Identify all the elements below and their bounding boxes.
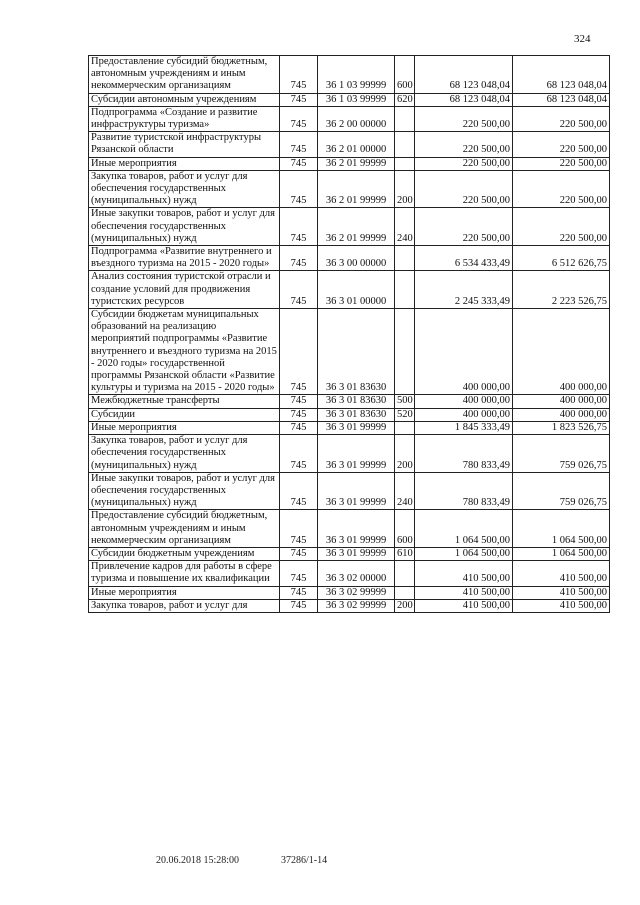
row-expense-type: 200 bbox=[395, 435, 415, 473]
row-target-article: 36 3 01 83630 bbox=[318, 309, 395, 395]
row-name: Иные мероприятия bbox=[89, 157, 280, 170]
row-name: Подпрограмма «Развитие внутреннего и въездного туризма на 2015 - 2020 годы» bbox=[89, 246, 280, 271]
row-sum-1: 68 123 048,04 bbox=[415, 56, 513, 94]
row-sum-1: 400 000,00 bbox=[415, 395, 513, 408]
row-ved-code: 745 bbox=[280, 547, 318, 560]
row-sum-1: 1 845 333,49 bbox=[415, 421, 513, 434]
row-target-article: 36 1 03 99999 bbox=[318, 93, 395, 106]
row-target-article: 36 3 01 99999 bbox=[318, 421, 395, 434]
table-row bbox=[89, 421, 610, 434]
budget-table bbox=[88, 55, 610, 613]
row-sum-1: 220 500,00 bbox=[415, 132, 513, 157]
row-name: Субсидии бюджетным учреждениям bbox=[89, 547, 280, 560]
row-ved-code: 745 bbox=[280, 395, 318, 408]
table-row bbox=[89, 132, 610, 157]
table-row bbox=[89, 246, 610, 271]
row-name: Привлечение кадров для работы в сфере туризма и повышение их квалификации bbox=[89, 561, 280, 586]
row-ved-code: 745 bbox=[280, 408, 318, 421]
row-name: Предоставление субсидий бюджетным, автономным учреждениям и иным некоммерческим организациям bbox=[89, 56, 280, 94]
row-ved-code: 745 bbox=[280, 246, 318, 271]
row-sum-2: 1 823 526,75 bbox=[513, 421, 610, 434]
row-target-article: 36 2 00 00000 bbox=[318, 106, 395, 131]
row-ved-code: 745 bbox=[280, 435, 318, 473]
row-sum-1: 780 833,49 bbox=[415, 435, 513, 473]
row-target-article: 36 3 01 83630 bbox=[318, 395, 395, 408]
table-row bbox=[89, 93, 610, 106]
row-sum-1: 220 500,00 bbox=[415, 106, 513, 131]
row-sum-1: 410 500,00 bbox=[415, 561, 513, 586]
row-target-article: 36 3 02 99999 bbox=[318, 599, 395, 612]
row-ved-code: 745 bbox=[280, 510, 318, 548]
row-sum-2: 410 500,00 bbox=[513, 561, 610, 586]
row-name: Закупка товаров, работ и услуг для bbox=[89, 599, 280, 612]
row-target-article: 36 3 01 83630 bbox=[318, 408, 395, 421]
row-ved-code: 745 bbox=[280, 132, 318, 157]
row-ved-code: 745 bbox=[280, 271, 318, 309]
table-row bbox=[89, 435, 610, 473]
row-target-article: 36 2 01 99999 bbox=[318, 208, 395, 246]
row-ved-code: 745 bbox=[280, 561, 318, 586]
row-ved-code: 745 bbox=[280, 599, 318, 612]
table-row bbox=[89, 271, 610, 309]
row-name: Иные закупки товаров, работ и услуг для обеспечения государственных (муниципальных) нужд bbox=[89, 472, 280, 510]
row-name: Подпрограмма «Создание и развитие инфраструктуры туризма» bbox=[89, 106, 280, 131]
row-expense-type bbox=[395, 106, 415, 131]
row-target-article: 36 3 01 99999 bbox=[318, 510, 395, 548]
row-expense-type: 600 bbox=[395, 56, 415, 94]
row-name: Анализ состояния туристской отрасли и создание условий для продвижения туристских ресурсов bbox=[89, 271, 280, 309]
row-target-article: 36 3 02 00000 bbox=[318, 561, 395, 586]
row-sum-1: 220 500,00 bbox=[415, 157, 513, 170]
row-sum-1: 220 500,00 bbox=[415, 208, 513, 246]
row-expense-type bbox=[395, 246, 415, 271]
table-row bbox=[89, 395, 610, 408]
row-sum-1: 2 245 333,49 bbox=[415, 271, 513, 309]
row-expense-type: 610 bbox=[395, 547, 415, 560]
table-row bbox=[89, 408, 610, 421]
row-expense-type bbox=[395, 586, 415, 599]
row-ved-code: 745 bbox=[280, 170, 318, 208]
row-sum-2: 1 064 500,00 bbox=[513, 547, 610, 560]
table-row bbox=[89, 510, 610, 548]
row-sum-2: 410 500,00 bbox=[513, 599, 610, 612]
row-expense-type: 600 bbox=[395, 510, 415, 548]
footer-datetime: 20.06.2018 15:28:00 bbox=[156, 855, 240, 866]
table-row bbox=[89, 170, 610, 208]
row-target-article: 36 3 00 00000 bbox=[318, 246, 395, 271]
row-sum-2: 759 026,75 bbox=[513, 472, 610, 510]
table-row bbox=[89, 561, 610, 586]
row-expense-type: 240 bbox=[395, 208, 415, 246]
row-ved-code: 745 bbox=[280, 56, 318, 94]
row-sum-2: 68 123 048,04 bbox=[513, 56, 610, 94]
row-target-article: 36 2 01 99999 bbox=[318, 157, 395, 170]
table-row bbox=[89, 56, 610, 94]
row-sum-2: 1 064 500,00 bbox=[513, 510, 610, 548]
row-ved-code: 745 bbox=[280, 472, 318, 510]
row-sum-2: 2 223 526,75 bbox=[513, 271, 610, 309]
row-ved-code: 745 bbox=[280, 157, 318, 170]
row-expense-type: 520 bbox=[395, 408, 415, 421]
row-name: Развитие туристской инфраструктуры Рязанской области bbox=[89, 132, 280, 157]
row-name: Иные мероприятия bbox=[89, 586, 280, 599]
row-sum-2: 220 500,00 bbox=[513, 157, 610, 170]
row-target-article: 36 3 01 99999 bbox=[318, 435, 395, 473]
row-name: Закупка товаров, работ и услуг для обеспечения государственных (муниципальных) нужд bbox=[89, 435, 280, 473]
table-row bbox=[89, 586, 610, 599]
row-sum-1: 220 500,00 bbox=[415, 170, 513, 208]
row-expense-type: 240 bbox=[395, 472, 415, 510]
row-sum-1: 1 064 500,00 bbox=[415, 510, 513, 548]
row-target-article: 36 3 01 99999 bbox=[318, 547, 395, 560]
row-sum-2: 220 500,00 bbox=[513, 132, 610, 157]
row-target-article: 36 3 01 99999 bbox=[318, 472, 395, 510]
row-sum-2: 68 123 048,04 bbox=[513, 93, 610, 106]
row-name: Закупка товаров, работ и услуг для обеспечения государственных (муниципальных) нужд bbox=[89, 170, 280, 208]
row-name: Субсидии бюджетам муниципальных образований на реализацию мероприятий подпрограммы «Развитие внутреннего и въездного туризма на 2015 - 2020 годы» государственной программы Рязанской области «Развитие культуры и туризма на 2015 - 2020 годы» bbox=[89, 309, 280, 395]
row-sum-1: 1 064 500,00 bbox=[415, 547, 513, 560]
row-sum-1: 68 123 048,04 bbox=[415, 93, 513, 106]
row-ved-code: 745 bbox=[280, 586, 318, 599]
footer-doc-code: 37286/1-14 bbox=[281, 855, 328, 866]
row-expense-type bbox=[395, 561, 415, 586]
row-target-article: 36 3 01 00000 bbox=[318, 271, 395, 309]
row-sum-2: 220 500,00 bbox=[513, 170, 610, 208]
row-sum-2: 220 500,00 bbox=[513, 208, 610, 246]
row-sum-2: 400 000,00 bbox=[513, 408, 610, 421]
row-name: Иные мероприятия bbox=[89, 421, 280, 434]
table-row bbox=[89, 472, 610, 510]
row-name: Субсидии автономным учреждениям bbox=[89, 93, 280, 106]
row-ved-code: 745 bbox=[280, 309, 318, 395]
row-sum-2: 220 500,00 bbox=[513, 106, 610, 131]
row-target-article: 36 1 03 99999 bbox=[318, 56, 395, 94]
table-row bbox=[89, 106, 610, 131]
row-target-article: 36 2 01 99999 bbox=[318, 170, 395, 208]
row-sum-2: 400 000,00 bbox=[513, 395, 610, 408]
row-expense-type: 500 bbox=[395, 395, 415, 408]
row-expense-type: 620 bbox=[395, 93, 415, 106]
row-sum-1: 6 534 433,49 bbox=[415, 246, 513, 271]
budget-table-body bbox=[89, 56, 610, 613]
row-sum-1: 410 500,00 bbox=[415, 599, 513, 612]
row-sum-1: 400 000,00 bbox=[415, 408, 513, 421]
row-expense-type bbox=[395, 132, 415, 157]
row-ved-code: 745 bbox=[280, 421, 318, 434]
table-row bbox=[89, 599, 610, 612]
row-sum-1: 780 833,49 bbox=[415, 472, 513, 510]
row-expense-type: 200 bbox=[395, 599, 415, 612]
row-target-article: 36 3 02 99999 bbox=[318, 586, 395, 599]
row-expense-type bbox=[395, 157, 415, 170]
row-target-article: 36 2 01 00000 bbox=[318, 132, 395, 157]
table-row bbox=[89, 157, 610, 170]
row-name: Иные закупки товаров, работ и услуг для обеспечения государственных (муниципальных) нужд bbox=[89, 208, 280, 246]
row-name: Межбюджетные трансферты bbox=[89, 395, 280, 408]
row-sum-2: 400 000,00 bbox=[513, 309, 610, 395]
row-ved-code: 745 bbox=[280, 93, 318, 106]
row-sum-2: 410 500,00 bbox=[513, 586, 610, 599]
page-number: 324 bbox=[574, 33, 591, 45]
row-expense-type: 200 bbox=[395, 170, 415, 208]
row-ved-code: 745 bbox=[280, 208, 318, 246]
row-name: Предоставление субсидий бюджетным, автономным учреждениям и иным некоммерческим организациям bbox=[89, 510, 280, 548]
row-expense-type bbox=[395, 309, 415, 395]
row-ved-code: 745 bbox=[280, 106, 318, 131]
row-name: Субсидии bbox=[89, 408, 280, 421]
row-sum-2: 759 026,75 bbox=[513, 435, 610, 473]
row-sum-1: 410 500,00 bbox=[415, 586, 513, 599]
row-sum-2: 6 512 626,75 bbox=[513, 246, 610, 271]
table-row bbox=[89, 547, 610, 560]
table-row bbox=[89, 309, 610, 395]
row-expense-type bbox=[395, 421, 415, 434]
row-sum-1: 400 000,00 bbox=[415, 309, 513, 395]
table-row bbox=[89, 208, 610, 246]
row-expense-type bbox=[395, 271, 415, 309]
